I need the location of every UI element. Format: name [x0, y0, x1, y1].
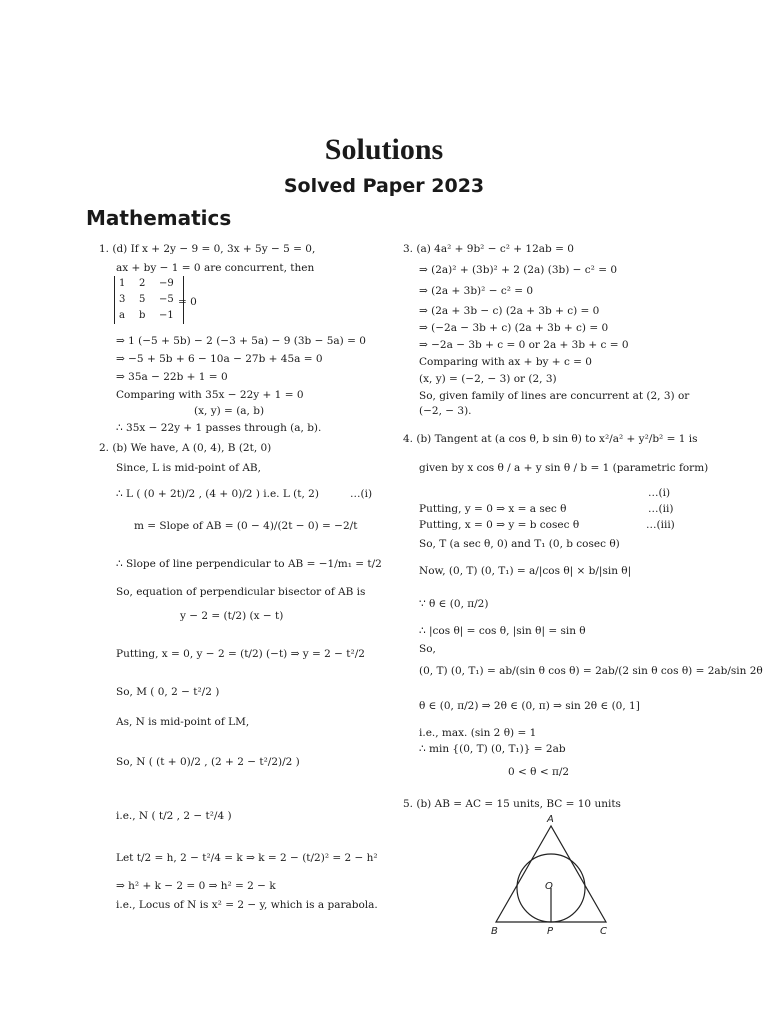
page-subtitle: Solved Paper 2023: [283, 175, 485, 197]
left-line: So, M ( 0, 2 − t²/2 ): [116, 686, 220, 698]
right-line: ∵ θ ∈ (0, π/2): [419, 598, 489, 610]
left-line: So, equation of perpendicular bisector of AB is: [116, 586, 366, 598]
left-line: y − 2 = (t/2) (x − t): [180, 610, 284, 622]
left-line: i.e., Locus of N is x² = 2 − y, which is a parabola.: [116, 899, 378, 911]
label-a: A: [547, 814, 554, 825]
equation-tag: …(i): [648, 487, 671, 499]
right-line: Now, (0, T) (0, T₁) = a/|cos θ| × b/|sin θ|: [419, 565, 632, 577]
left-line: Since, L is mid-point of AB,: [116, 462, 261, 474]
right-line: So, given family of lines are concurrent at (2, 3) or: [419, 390, 690, 402]
left-line: (x, y) = (a, b): [194, 405, 265, 417]
left-line: Putting, x = 0, y − 2 = (t/2) (−t) ⇒ y = 2 − t²/2: [116, 648, 365, 660]
right-line: θ ∈ (0, π/2) ⇒ 2θ ∈ (0, π) ⇒ sin 2θ ∈ (0, 1]: [419, 700, 640, 712]
triangle-incircle-figure: [486, 812, 616, 938]
left-line: ⇒ h² + k − 2 = 0 ⇒ h² = 2 − k: [116, 880, 276, 892]
right-line: Putting, y = 0 ⇒ x = a sec θ: [419, 503, 567, 515]
left-line: ∴ Slope of line perpendicular to AB = −1/m₁ = t/2: [116, 558, 382, 570]
left-line: 1. (d) If x + 2y − 9 = 0, 3x + 5y − 5 = 0,: [99, 243, 316, 255]
section-heading: Mathematics: [86, 206, 232, 230]
left-line: Let t/2 = h, 2 − t²/4 = k ⇒ k = 2 − (t/2)² = 2 − h²: [116, 852, 378, 864]
left-line: ∴ L ( (0 + 2t)/2 , (4 + 0)/2 ) i.e. L (t, 2): [116, 488, 319, 500]
right-line: ∴ min {(0, T) (0, T₁)} = 2ab: [419, 743, 566, 755]
left-line: ∴ 35x − 22y + 1 passes through (a, b).: [116, 422, 322, 434]
right-line: 4. (b) Tangent at (a cos θ, b sin θ) to x²/a² + y²/b² = 1 is: [403, 433, 698, 445]
right-line: ⇒ −2a − 3b + c = 0 or 2a + 3b + c = 0: [419, 339, 629, 351]
right-line: ⇒ (2a + 3b − c) (2a + 3b + c) = 0: [419, 305, 600, 317]
equation-tag: …(iii): [646, 519, 675, 531]
label-p: P: [547, 926, 554, 937]
right-line: ⇒ (2a)² + (3b)² + 2 (2a) (3b) − c² = 0: [419, 264, 618, 276]
right-line: 3. (a) 4a² + 9b² − c² + 12ab = 0: [403, 243, 574, 255]
left-line: m = Slope of AB = (0 − 4)/(2t − 0) = −2/t: [134, 520, 358, 532]
right-line: Comparing with ax + by + c = 0: [419, 356, 592, 368]
right-line: So,: [419, 643, 436, 655]
right-line: 0 < θ < π/2: [508, 766, 570, 778]
left-line: As, N is mid-point of LM,: [116, 716, 250, 728]
right-line: So, T (a sec θ, 0) and T₁ (0, b cosec θ): [419, 538, 620, 550]
right-line: i.e., max. (sin 2 θ) = 1: [419, 727, 537, 739]
right-line: 5. (b) AB = AC = 15 units, BC = 10 units: [403, 798, 621, 810]
equation-tag: …(i): [350, 488, 373, 500]
left-line: ⇒ 35a − 22b + 1 = 0: [116, 371, 228, 383]
right-line: (−2, − 3).: [419, 405, 472, 417]
left-line: ax + by − 1 = 0 are concurrent, then: [116, 262, 315, 274]
right-line: Putting, x = 0 ⇒ y = b cosec θ: [419, 519, 580, 531]
determinant: 1 2 −9 3 5 −5 a b −1: [114, 276, 184, 324]
label-b: B: [491, 926, 498, 937]
left-line: So, N ( (t + 0)/2 , (2 + 2 − t²/2)/2 ): [116, 756, 300, 768]
left-line: ⇒ −5 + 5b + 6 − 10a − 27b + 45a = 0: [116, 353, 323, 365]
left-line: ⇒ 1 (−5 + 5b) − 2 (−3 + 5a) − 9 (3b − 5a) = 0: [116, 335, 366, 347]
determinant-equals: = 0: [178, 296, 197, 308]
left-line: 2. (b) We have, A (0, 4), B (2t, 0): [99, 442, 272, 454]
right-line: ⇒ (2a + 3b)² − c² = 0: [419, 285, 534, 297]
right-line: (0, T) (0, T₁) = ab/(sin θ cos θ) = 2ab/(2 sin θ cos θ) = 2ab/sin 2θ: [419, 665, 763, 677]
equation-tag: …(ii): [648, 503, 674, 515]
right-line: (x, y) = (−2, − 3) or (2, 3): [419, 373, 557, 385]
right-line: ⇒ (−2a − 3b + c) (2a + 3b + c) = 0: [419, 322, 609, 334]
right-line: given by x cos θ / a + y sin θ / b = 1 (parametric form): [419, 462, 709, 474]
label-o: O: [545, 881, 553, 892]
right-line: ∴ |cos θ| = cos θ, |sin θ| = sin θ: [419, 625, 586, 637]
label-c: C: [600, 926, 607, 937]
left-line: i.e., N ( t/2 , 2 − t²/4 ): [116, 810, 232, 822]
left-line: Comparing with 35x − 22y + 1 = 0: [116, 389, 304, 401]
page-title: Solutions: [324, 133, 444, 166]
